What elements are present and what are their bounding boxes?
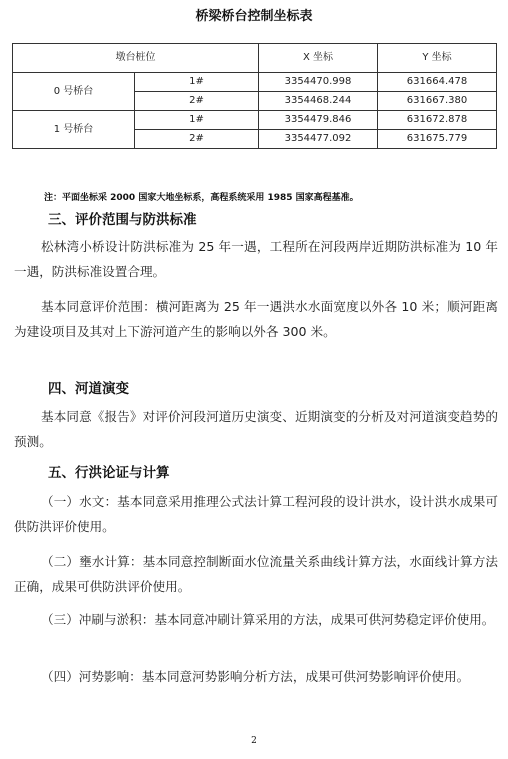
page-number: 2 [251,736,257,746]
bridge-abutment-label: 0 号桥台 [13,73,135,111]
pile-cell: 2# [135,130,259,149]
y-cell: 631675.779 [378,130,497,149]
header-x: X 坐标 [259,44,378,73]
header-y: Y 坐标 [378,44,497,73]
table-header-row [13,44,497,73]
x-cell: 3354468.244 [259,92,378,111]
paragraph-scour-deposition: （三）冲刷与淤积：基本同意冲刷计算采用的方法，成果可供河势稳定评价使用。 [41,612,495,627]
pile-cell: 1# [135,73,259,92]
y-cell: 631667.380 [378,92,497,111]
x-cell: 3354477.092 [259,130,378,149]
pile-cell: 1# [135,111,259,130]
y-cell: 631672.878 [378,111,497,130]
section-heading-flood-discharge: 五、行洪论证与计算 [48,465,170,481]
bridge-abutment-label: 1 号桥台 [13,111,135,149]
table-row [13,73,497,92]
pile-cell: 2# [135,92,259,111]
paragraph-river-regime: （四）河势影响：基本同意河势影响分析方法，成果可供河势影响评价使用。 [41,669,470,684]
coordinate-table [12,43,497,149]
paragraph-hydrology: （一）水文：基本同意采用推理公式法计算工程河段的设计洪水，设计洪水成果可供防洪评价使用。 [14,494,498,534]
header-pile: 墩台桩位 [13,44,259,73]
paragraph-backwater: （二）壅水计算：基本同意控制断面水位流量关系曲线计算方法，水面线计算方法正确，成果可供防洪评价使用。 [14,554,498,594]
paragraph-river-evolution: 基本同意《报告》对评价河段河道历史演变、近期演变的分析及对河道演变趋势的预测。 [14,409,498,449]
x-cell: 3354470.998 [259,73,378,92]
table-note: 注：平面坐标采 2000 国家大地坐标系，高程系统采用 1985 国家高程基准。 [44,193,359,203]
document-title: 桥梁桥台控制坐标表 [195,9,313,24]
paragraph-flood-standard: 松林湾小桥设计防洪标准为 25 年一遇，工程所在河段两岸近期防洪标准为 10 年一遇，防洪标准设置合理。 [14,239,498,279]
y-cell: 631664.478 [378,73,497,92]
paragraph-evaluation-scope: 基本同意评价范围：横河距离为 25 年一遇洪水水面宽度以外各 10 米；顺河距离为建设项目及其对上下游河道产生的影响以外各 300 米。 [14,299,498,339]
table-row [13,111,497,130]
section-heading-river-evolution: 四、河道演变 [48,381,129,397]
x-cell: 3354479.846 [259,111,378,130]
section-heading-scope: 三、评价范围与防洪标准 [48,212,197,228]
